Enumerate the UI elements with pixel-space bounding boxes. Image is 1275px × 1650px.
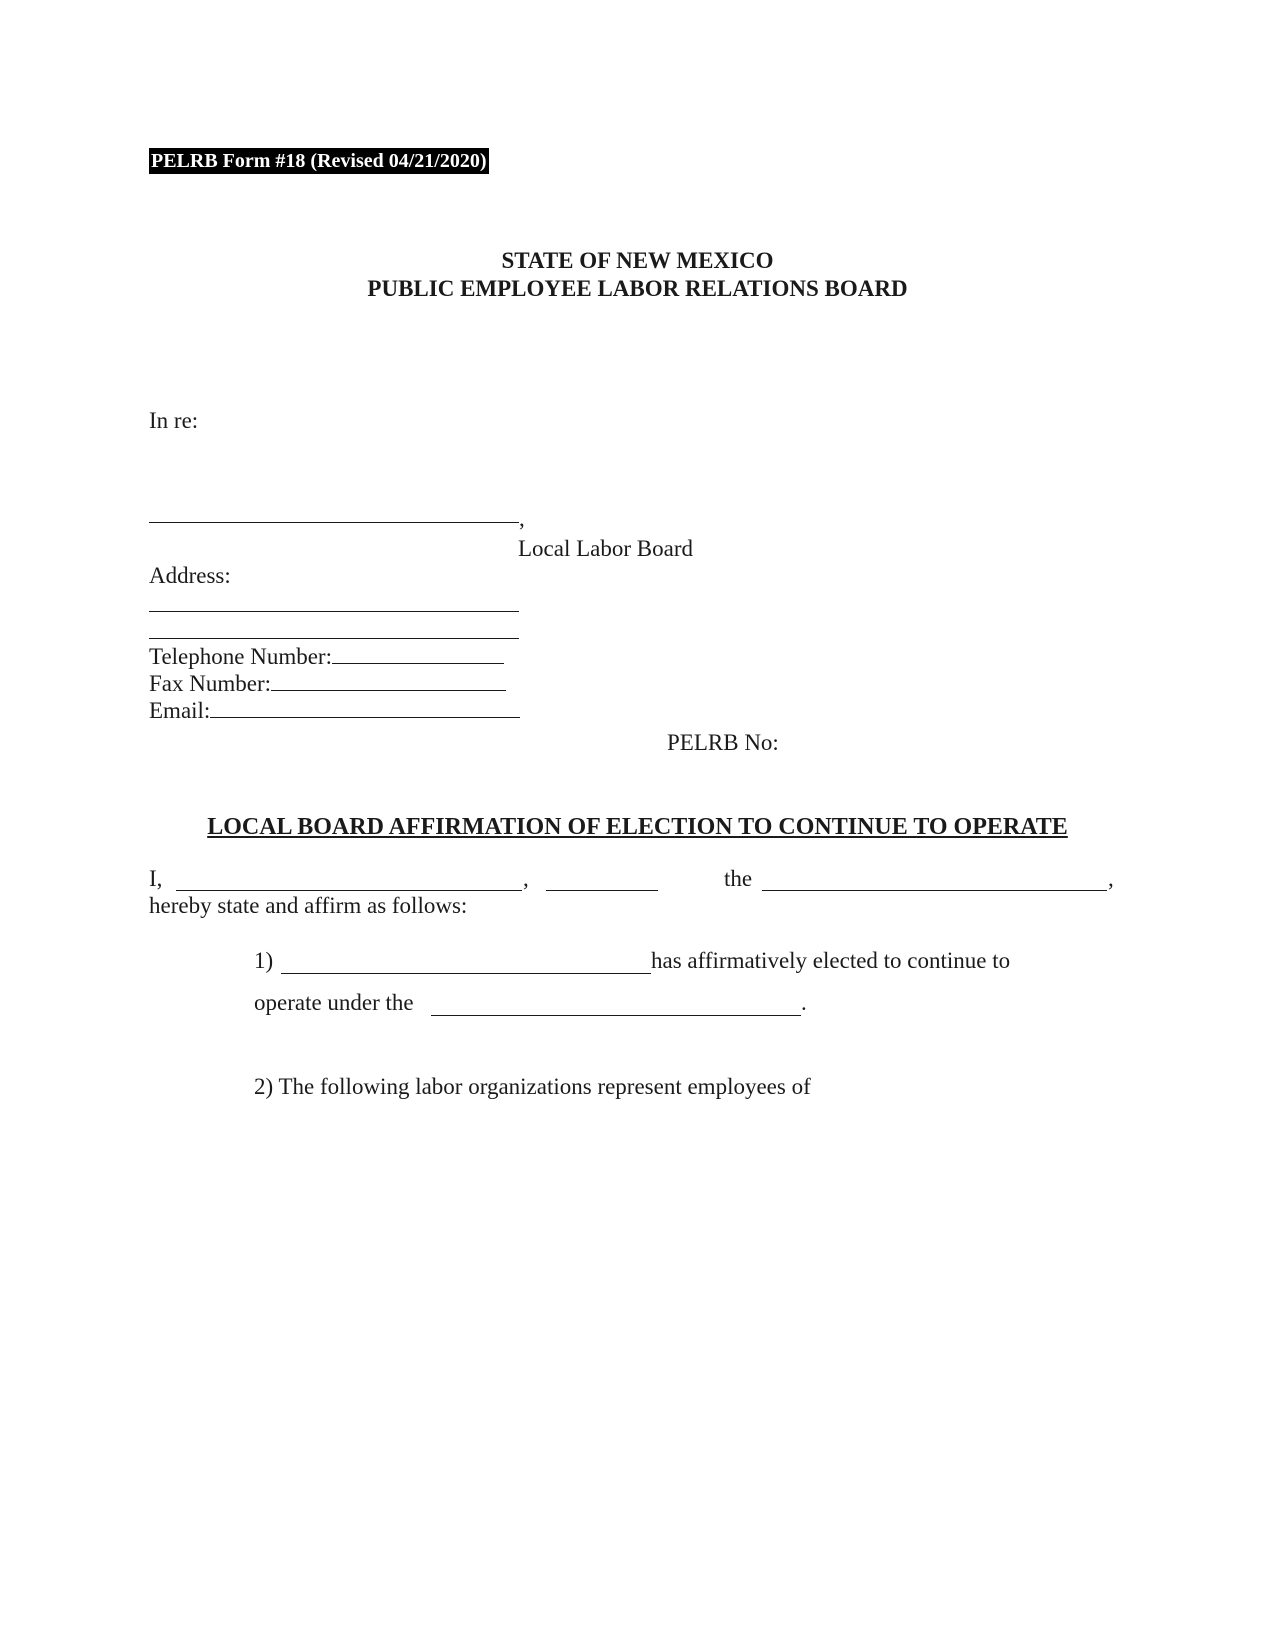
address-line-2-field[interactable] [149, 638, 519, 639]
fax-row [149, 671, 506, 697]
affiant-name-field[interactable] [176, 890, 522, 891]
item-1-period: . [801, 990, 807, 1015]
item-1-ordinance-field[interactable] [431, 1015, 801, 1016]
email-field[interactable] [210, 716, 520, 718]
affiant-comma: , [523, 866, 529, 891]
fax-label: Fax Number: [149, 671, 272, 696]
telephone-label: Telephone Number: [149, 644, 332, 669]
affiant-title-field[interactable] [546, 890, 658, 891]
header-state: STATE OF NEW MEXICO [501, 248, 774, 273]
hereby-statement: hereby state and affirm as follows: [149, 893, 468, 918]
item-2-text: 2) The following labor organizations represent employees of [254, 1074, 811, 1099]
email-label: Email: [149, 698, 211, 723]
entity-name-field[interactable] [762, 890, 1107, 891]
affiant-i-label: I, [149, 866, 163, 891]
entity-comma: , [1108, 866, 1114, 891]
local-board-comma: , [519, 506, 525, 531]
header-board: PUBLIC EMPLOYEE LABOR RELATIONS BOARD [367, 276, 908, 301]
telephone-field[interactable] [332, 662, 504, 664]
item-1-number: 1) [254, 948, 274, 973]
email-row [149, 698, 520, 724]
the-label: the [724, 866, 753, 891]
telephone-row [149, 644, 504, 670]
form-identifier: PELRB Form #18 (Revised 04/21/2020) [151, 150, 487, 172]
address-label: Address: [149, 563, 231, 588]
local-board-name-field[interactable] [149, 522, 519, 523]
in-re-label: In re: [149, 408, 199, 433]
address-line-1-field[interactable] [149, 611, 519, 612]
item-1-text: has affirmatively elected to continue to [651, 948, 1011, 973]
pelrb-no-label: PELRB No: [667, 730, 779, 755]
document-title: LOCAL BOARD AFFIRMATION OF ELECTION TO CONTINUE TO OPERATE [207, 814, 1068, 840]
item-1-line2-text: operate under the [254, 990, 414, 1015]
fax-field[interactable] [271, 689, 506, 691]
item-1-entity-field[interactable] [281, 973, 651, 974]
local-labor-board-label: Local Labor Board [518, 536, 693, 561]
